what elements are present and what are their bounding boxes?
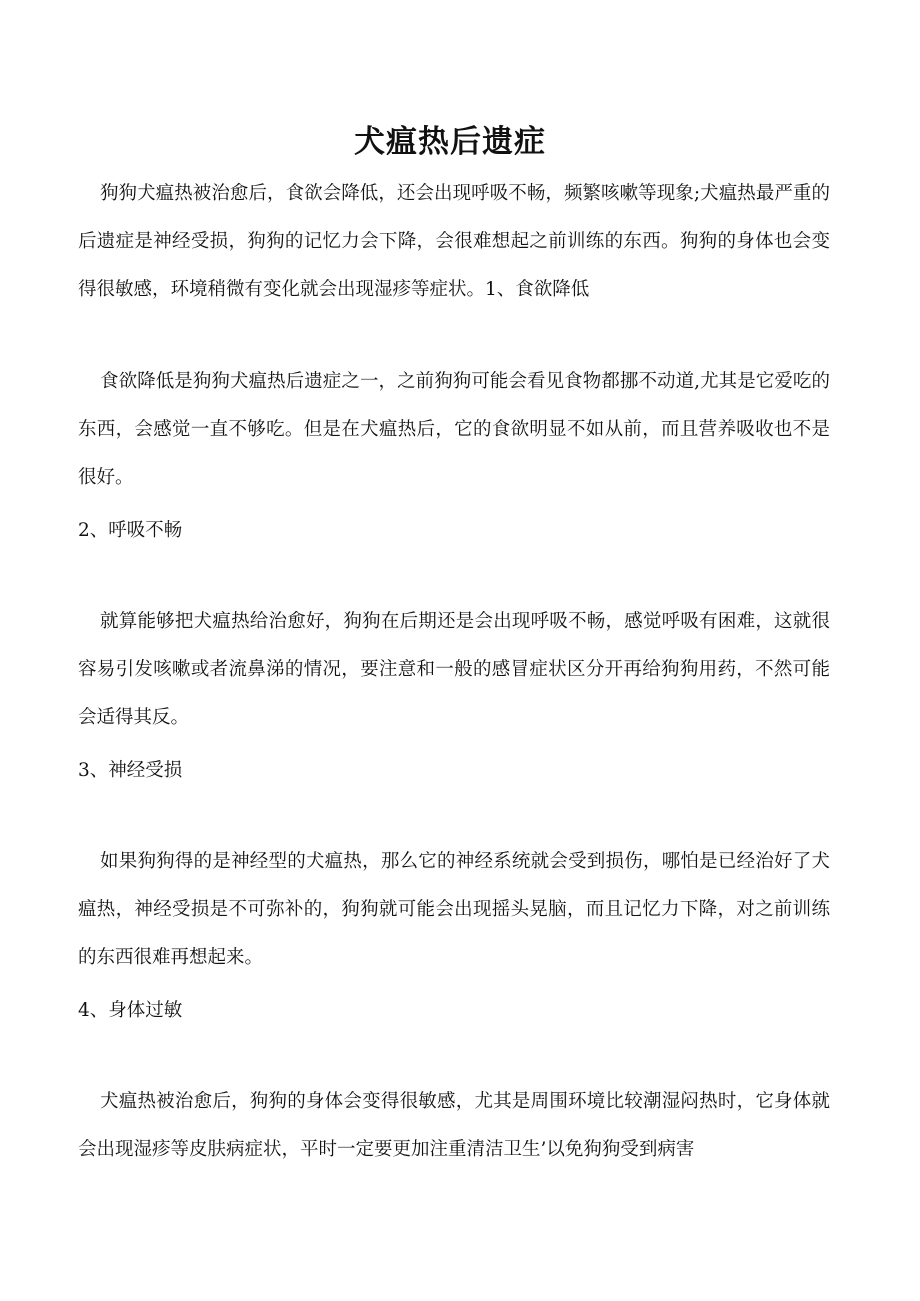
section-2-paragraph: 就算能够把犬瘟热给治愈好，狗狗在后期还是会出现呼吸不畅，感觉呼吸有困难，这就很容易引发咳嗽或者流鼻涕的情况，要注意和一般的感冒症状区分开再给狗狗用药，不然可能会适得其反。 — [78, 611, 830, 728]
section-3-paragraph: 如果狗狗得的是神经型的犬瘟热，那么它的神经系统就会受到损伤，哪怕是已经治好了犬瘟热，神经受损是不可弥补的，狗狗就可能会出现摇头晃脑，而且记忆力下降，对之前训练的东西很难再想起来。 — [78, 851, 830, 968]
section-4-paragraph: 犬瘟热被治愈后，狗狗的身体会变得很敏感，尤其是周围环境比较潮湿闷热时，它身体就会出现湿疹等皮肤病症状，平时一定要更加注重清洁卫生’以免狗狗受到病害 — [78, 1091, 830, 1160]
section-4-heading: 4、身体过敏 — [78, 1000, 183, 1021]
section-2-heading: 2、呼吸不畅 — [78, 520, 183, 541]
section-3-heading: 3、神经受损 — [78, 760, 183, 781]
page-title: 犬瘟热后遗症 — [354, 124, 546, 160]
section-1-paragraph: 食欲降低是狗狗犬瘟热后遗症之一，之前狗狗可能会看见食物都挪不动道,尤其是它爱吃的东西，会感觉一直不够吃。但是在犬瘟热后，它的食欲明显不如从前，而且营养吸收也不是很好。 — [78, 371, 830, 488]
intro-paragraph: 狗狗犬瘟热被治愈后，食欲会降低，还会出现呼吸不畅，频繁咳嗽等现象;犬瘟热最严重的后遗症是神经受损，狗狗的记忆力会下降，会很难想起之前训练的东西。狗狗的身体也会变得很敏感，环境稍微有变化就会出现湿疹等症状。1、食欲降低 — [78, 183, 830, 300]
